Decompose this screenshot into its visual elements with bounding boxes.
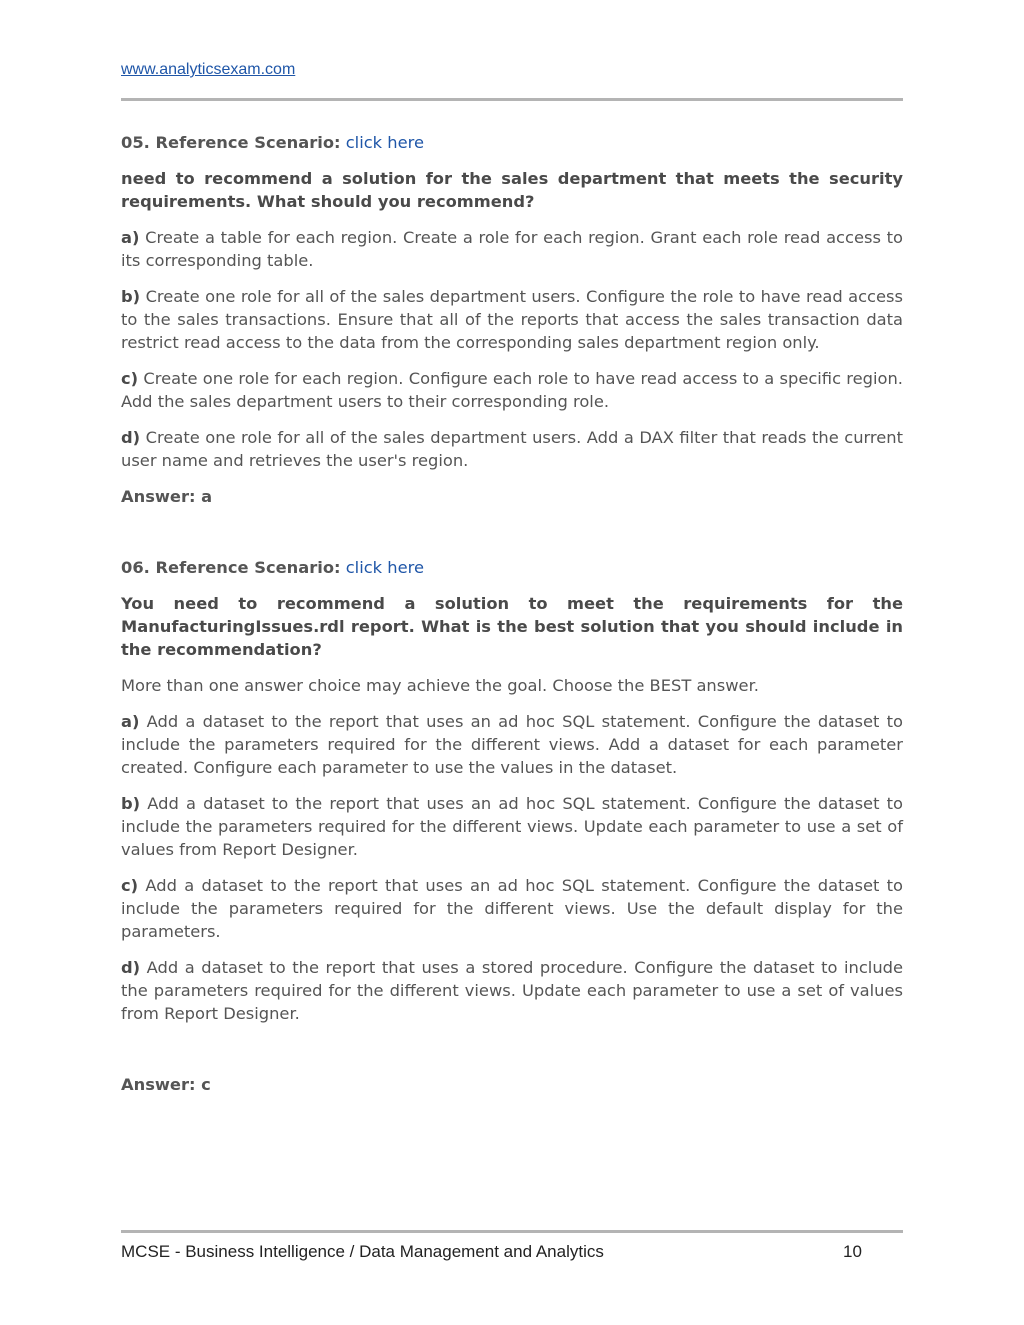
question-number-label: 05. Reference Scenario: <box>121 133 341 152</box>
spacer <box>121 1038 903 1073</box>
footer-divider <box>121 1230 903 1233</box>
option-letter: b) <box>121 794 141 813</box>
option-text: Add a dataset to the report that uses an ad hoc SQL statement. Configure the dataset to include the parameters required for the different views. Add a dataset for each parameter created. Configure each parameter to use the values in the dataset. <box>121 712 903 777</box>
page-number: 10 <box>843 1242 862 1261</box>
answer-text: Answer: c <box>121 1075 211 1094</box>
question-note: More than one answer choice may achieve the goal. Choose the BEST answer. <box>121 676 759 695</box>
question-block-06 <box>121 556 903 1096</box>
option-c <box>121 367 903 413</box>
option-letter: d) <box>121 958 141 977</box>
question-heading <box>121 131 903 154</box>
option-c <box>121 874 903 943</box>
option-text: Add a dataset to the report that uses an ad hoc SQL statement. Configure the dataset to include the parameters required for the different views. Use the default display for the parameters. <box>121 876 903 941</box>
option-a <box>121 710 903 779</box>
option-a <box>121 226 903 272</box>
question-text: need to recommend a solution for the sales department that meets the security requirements. What should you recommend? <box>121 169 903 211</box>
question-number-label: 06. Reference Scenario: <box>121 558 341 577</box>
option-text: Create one role for each region. Configure each role to have read access to a specific region. Add the sales department users to their corresponding role. <box>121 369 903 411</box>
option-text: Create one role for all of the sales department users. Configure the role to have read access to the sales transactions. Ensure that all of the reports that access the sales transaction data restrict read access to the data from the corresponding sales department region only. <box>121 287 903 352</box>
option-letter: c) <box>121 369 139 388</box>
option-text: Create a table for each region. Create a role for each region. Grant each role read access to its corresponding table. <box>121 228 903 270</box>
option-b <box>121 285 903 354</box>
site-link[interactable]: www.analyticsexam.com <box>121 61 296 78</box>
spacer <box>121 521 903 556</box>
reference-scenario-link[interactable]: click here <box>345 558 424 577</box>
option-text: Add a dataset to the report that uses a stored procedure. Configure the dataset to include the parameters required for the different views. Update each parameter to use a set of values from Report Designer. <box>121 958 903 1023</box>
page-content <box>121 131 903 1109</box>
header-divider <box>121 98 903 101</box>
question-block-05 <box>121 131 903 508</box>
answer-text: Answer: a <box>121 487 213 506</box>
option-letter: d) <box>121 428 141 447</box>
option-b <box>121 792 903 861</box>
option-letter: a) <box>121 712 140 731</box>
option-letter: b) <box>121 287 141 306</box>
option-letter: a) <box>121 228 140 247</box>
option-text: Create one role for all of the sales department users. Add a DAX filter that reads the current user name and retrieves the user's region. <box>121 428 903 470</box>
option-d <box>121 956 903 1025</box>
option-letter: c) <box>121 876 139 895</box>
question-text: You need to recommend a solution to meet the requirements for the ManufacturingIssues.rdl report. What is the best solution that you should include in the recommendation? <box>121 594 903 659</box>
reference-scenario-link[interactable]: click here <box>345 133 424 152</box>
question-heading <box>121 556 903 579</box>
option-text: Add a dataset to the report that uses an ad hoc SQL statement. Configure the dataset to include the parameters required for the different views. Update each parameter to use a set of values from Report Designer. <box>121 794 903 859</box>
option-d <box>121 426 903 472</box>
footer-title: MCSE - Business Intelligence / Data Management and Analytics <box>121 1242 604 1261</box>
